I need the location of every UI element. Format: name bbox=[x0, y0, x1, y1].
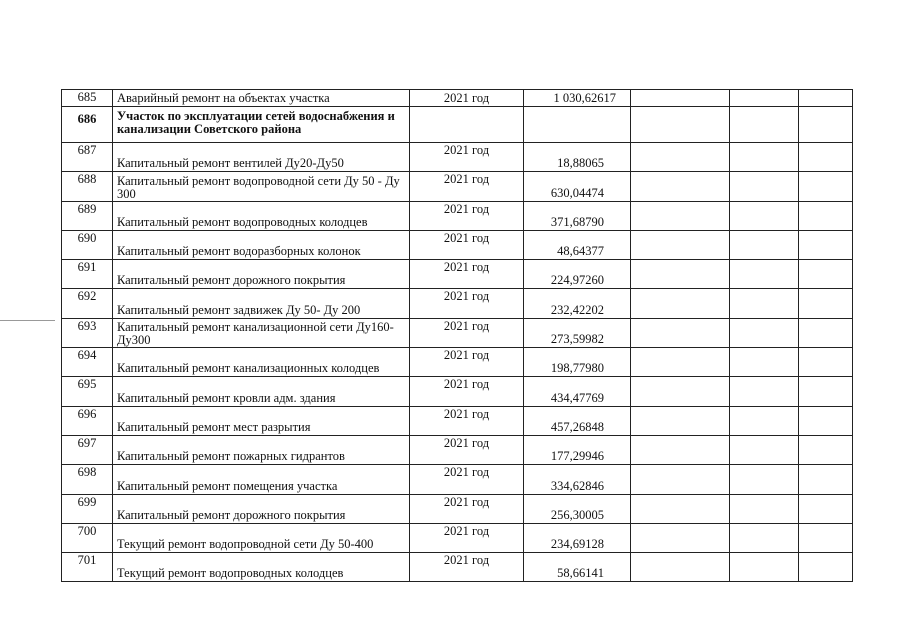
table-row bbox=[62, 318, 853, 347]
work-year: 2021 год bbox=[410, 465, 524, 494]
row-number: 700 bbox=[62, 523, 113, 552]
work-year: 2021 год bbox=[410, 435, 524, 464]
work-name: Капитальный ремонт канализационных колодцев bbox=[113, 348, 410, 377]
row-number: 693 bbox=[62, 318, 113, 347]
row-number: 685 bbox=[62, 90, 113, 107]
empty-cell bbox=[631, 318, 730, 347]
empty-cell bbox=[631, 523, 730, 552]
work-sum: 256,30005 bbox=[524, 494, 631, 523]
work-year: 2021 год bbox=[410, 377, 524, 406]
work-name: Капитальный ремонт мест разрытия bbox=[113, 406, 410, 435]
work-name: Капитальный ремонт водоразборных колонок bbox=[113, 230, 410, 259]
row-number: 701 bbox=[62, 553, 113, 582]
empty-cell bbox=[631, 494, 730, 523]
section-title: Участок по эксплуатации сетей водоснабжения и канализации Советского района bbox=[113, 107, 410, 143]
empty-cell bbox=[799, 435, 853, 464]
work-year: 2021 год bbox=[410, 406, 524, 435]
empty-cell bbox=[524, 107, 631, 143]
row-number: 692 bbox=[62, 289, 113, 318]
empty-cell bbox=[799, 465, 853, 494]
work-sum: 18,88065 bbox=[524, 143, 631, 172]
work-name: Капитальный ремонт водопроводных колодцев bbox=[113, 201, 410, 230]
empty-cell bbox=[730, 553, 799, 582]
empty-cell bbox=[799, 348, 853, 377]
empty-cell bbox=[730, 377, 799, 406]
work-name: Капитальный ремонт дорожного покрытия bbox=[113, 494, 410, 523]
work-name: Аварийный ремонт на объектах участка bbox=[113, 90, 410, 107]
table-row bbox=[62, 494, 853, 523]
work-year: 2021 год bbox=[410, 553, 524, 582]
empty-cell bbox=[730, 107, 799, 143]
empty-cell bbox=[799, 230, 853, 259]
row-number: 698 bbox=[62, 465, 113, 494]
row-number: 689 bbox=[62, 201, 113, 230]
table-row bbox=[62, 435, 853, 464]
empty-cell bbox=[631, 406, 730, 435]
table-row bbox=[62, 90, 853, 107]
empty-cell bbox=[631, 553, 730, 582]
work-name: Текущий ремонт водопроводной сети Ду 50-400 bbox=[113, 523, 410, 552]
work-year: 2021 год bbox=[410, 348, 524, 377]
work-sum: 48,64377 bbox=[524, 230, 631, 259]
empty-cell bbox=[631, 260, 730, 289]
table-row bbox=[62, 465, 853, 494]
table-row bbox=[62, 230, 853, 259]
empty-cell bbox=[631, 230, 730, 259]
work-name: Капитальный ремонт задвижек Ду 50- Ду 200 bbox=[113, 289, 410, 318]
work-sum: 630,04474 bbox=[524, 172, 631, 201]
empty-cell bbox=[799, 201, 853, 230]
work-name: Капитальный ремонт канализационной сети Ду160-Ду300 bbox=[113, 318, 410, 347]
table-row bbox=[62, 348, 853, 377]
section-header-row bbox=[62, 107, 853, 143]
work-year: 2021 год bbox=[410, 318, 524, 347]
empty-cell bbox=[799, 318, 853, 347]
empty-cell bbox=[799, 90, 853, 107]
work-sum: 177,29946 bbox=[524, 435, 631, 464]
empty-cell bbox=[730, 260, 799, 289]
table-row bbox=[62, 406, 853, 435]
table-row bbox=[62, 201, 853, 230]
empty-cell bbox=[730, 230, 799, 259]
work-year: 2021 год bbox=[410, 201, 524, 230]
row-number: 699 bbox=[62, 494, 113, 523]
empty-cell bbox=[799, 523, 853, 552]
work-year: 2021 год bbox=[410, 494, 524, 523]
empty-cell bbox=[799, 107, 853, 143]
works-table bbox=[61, 89, 853, 582]
row-number: 694 bbox=[62, 348, 113, 377]
empty-cell bbox=[799, 289, 853, 318]
empty-cell bbox=[730, 406, 799, 435]
empty-cell bbox=[631, 289, 730, 318]
row-number: 691 bbox=[62, 260, 113, 289]
work-name: Капитальный ремонт водопроводной сети Ду 50 - Ду 300 bbox=[113, 172, 410, 201]
row-number: 690 bbox=[62, 230, 113, 259]
empty-cell bbox=[730, 172, 799, 201]
empty-cell bbox=[730, 465, 799, 494]
empty-cell bbox=[730, 289, 799, 318]
empty-cell bbox=[730, 435, 799, 464]
scan-artifact-line bbox=[0, 320, 55, 321]
table-row bbox=[62, 289, 853, 318]
work-year: 2021 год bbox=[410, 523, 524, 552]
work-sum: 334,62846 bbox=[524, 465, 631, 494]
empty-cell bbox=[631, 201, 730, 230]
row-number: 697 bbox=[62, 435, 113, 464]
work-sum: 232,42202 bbox=[524, 289, 631, 318]
empty-cell bbox=[799, 494, 853, 523]
empty-cell bbox=[730, 201, 799, 230]
row-number: 687 bbox=[62, 143, 113, 172]
work-year: 2021 год bbox=[410, 260, 524, 289]
empty-cell bbox=[799, 406, 853, 435]
table-row bbox=[62, 523, 853, 552]
row-number: 696 bbox=[62, 406, 113, 435]
table-row bbox=[62, 260, 853, 289]
work-name: Капитальный ремонт помещения участка bbox=[113, 465, 410, 494]
empty-cell bbox=[730, 348, 799, 377]
empty-cell bbox=[799, 553, 853, 582]
empty-cell bbox=[799, 377, 853, 406]
row-number: 688 bbox=[62, 172, 113, 201]
empty-cell bbox=[631, 465, 730, 494]
table-row bbox=[62, 553, 853, 582]
work-year: 2021 год bbox=[410, 172, 524, 201]
row-number: 686 bbox=[62, 107, 113, 143]
work-sum: 234,69128 bbox=[524, 523, 631, 552]
work-sum: 273,59982 bbox=[524, 318, 631, 347]
work-name: Текущий ремонт водопроводных колодцев bbox=[113, 553, 410, 582]
work-name: Капитальный ремонт кровли адм. здания bbox=[113, 377, 410, 406]
empty-cell bbox=[631, 107, 730, 143]
empty-cell bbox=[799, 260, 853, 289]
empty-cell bbox=[730, 90, 799, 107]
empty-cell bbox=[799, 172, 853, 201]
empty-cell bbox=[631, 172, 730, 201]
work-sum: 1 030,62617 bbox=[524, 90, 631, 107]
work-name: Капитальный ремонт дорожного покрытия bbox=[113, 260, 410, 289]
empty-cell bbox=[730, 318, 799, 347]
work-sum: 457,26848 bbox=[524, 406, 631, 435]
row-number: 695 bbox=[62, 377, 113, 406]
work-year: 2021 год bbox=[410, 90, 524, 107]
empty-cell bbox=[631, 90, 730, 107]
table-row bbox=[62, 143, 853, 172]
empty-cell bbox=[730, 494, 799, 523]
empty-cell bbox=[410, 107, 524, 143]
empty-cell bbox=[730, 143, 799, 172]
empty-cell bbox=[631, 435, 730, 464]
table-row bbox=[62, 172, 853, 201]
work-year: 2021 год bbox=[410, 230, 524, 259]
work-sum: 224,97260 bbox=[524, 260, 631, 289]
empty-cell bbox=[631, 348, 730, 377]
work-sum: 371,68790 bbox=[524, 201, 631, 230]
empty-cell bbox=[631, 143, 730, 172]
empty-cell bbox=[631, 377, 730, 406]
work-sum: 198,77980 bbox=[524, 348, 631, 377]
work-name: Капитальный ремонт вентилей Ду20-Ду50 bbox=[113, 143, 410, 172]
work-sum: 58,66141 bbox=[524, 553, 631, 582]
work-sum: 434,47769 bbox=[524, 377, 631, 406]
empty-cell bbox=[730, 523, 799, 552]
work-year: 2021 год bbox=[410, 143, 524, 172]
work-year: 2021 год bbox=[410, 289, 524, 318]
table-row bbox=[62, 377, 853, 406]
work-name: Капитальный ремонт пожарных гидрантов bbox=[113, 435, 410, 464]
empty-cell bbox=[799, 143, 853, 172]
